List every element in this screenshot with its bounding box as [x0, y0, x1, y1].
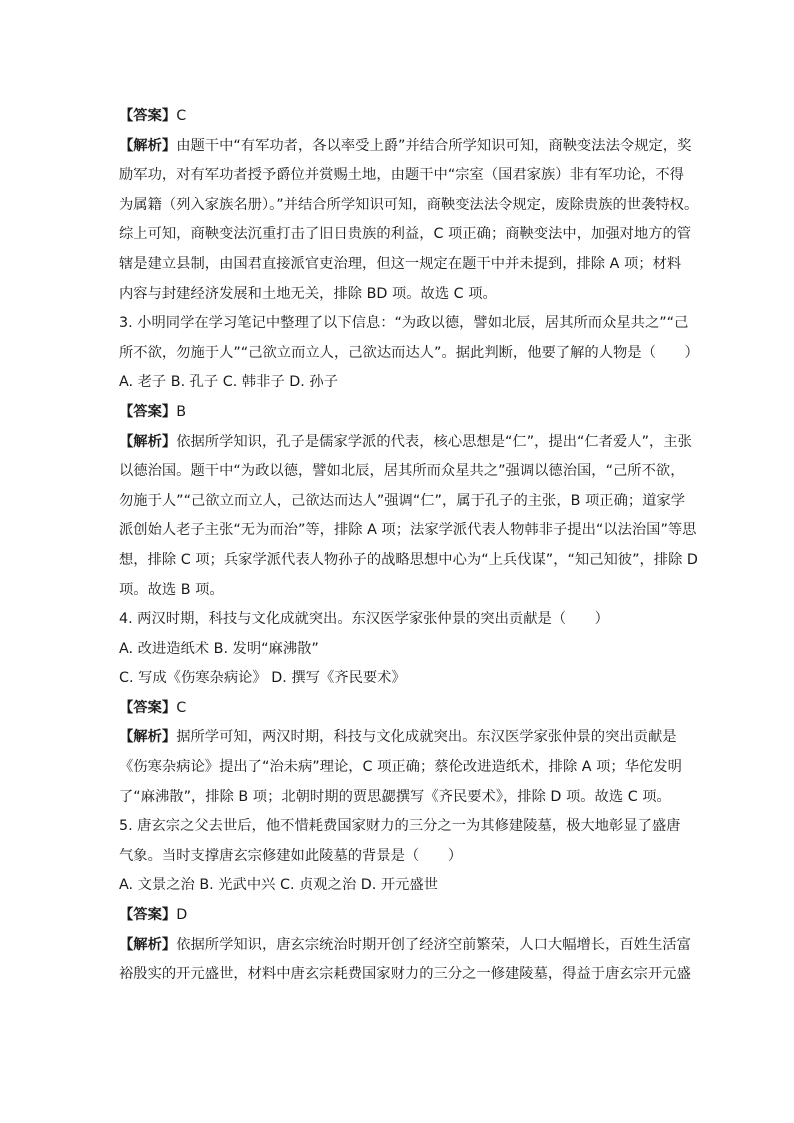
text-line [119, 309, 689, 339]
section-tag: 【解析】 [119, 936, 177, 953]
text-line [119, 191, 699, 221]
text-line [119, 398, 684, 428]
line-text: 《伤寒杂病论》提出了“治未病”理论，C 项正确；蔡伦改进造纸术，排除 A 项；华佗发明 [119, 759, 682, 776]
line-text: 励军功，对有军功者授予爵位并赏赐土地，由题干中“宗室（国君家族）非有军功论，不得 [119, 167, 684, 184]
line-text: 为属籍（列入家族名册）。”并结合所学知识可知，商鞅变法法令规定，废除贵族的世袭特权。 [119, 196, 699, 213]
text-line [119, 664, 684, 694]
line-text: 内容与封建经济发展和土地无关，排除 BD 项。故选 C 项。 [119, 285, 497, 302]
document-page [119, 102, 699, 990]
line-text: 以德治国。题干中“为政以德，譬如北辰，居其所而众星共之”强调以德治国，“己所不欲， [119, 463, 685, 480]
text-line [119, 812, 684, 842]
section-tag: 【解析】 [119, 729, 177, 746]
line-text: 想，排除 C 项；兵家学派代表人物孙子的战略思想中心为“上兵伐谋”，“知己知彼”，排除 D [119, 551, 698, 568]
text-line [119, 931, 691, 961]
text-line [119, 102, 684, 132]
line-text: 4. 两汉时期，科技与文化成就突出。东汉医学家张仲景的突出贡献是（ ） [119, 611, 609, 628]
line-text: B [176, 403, 186, 420]
text-line [119, 368, 684, 398]
text-line [119, 250, 684, 280]
section-tag: 【答案】 [119, 108, 177, 124]
text-line [119, 339, 699, 369]
line-text: 5. 唐玄宗之父去世后，他不惜耗费国家财力的三分之一为其修建陵墓，极大地彰显了盛唐 [119, 818, 681, 835]
line-text: 勿施于人”“己欲立而立人，己欲达而达人”强调“仁”，属于孔子的主张，B 项正确；道家学 [119, 492, 686, 509]
text-line [119, 605, 684, 635]
text-line [119, 457, 684, 487]
line-text: 综上可知，商鞅变法沉重打击了旧日贵族的利益，C 项正确；商鞅变法中，加强对地方的管 [119, 226, 692, 243]
line-text: 据所学可知，两汉时期，科技与文化成就突出。东汉医学家张仲景的突出贡献是 [176, 729, 677, 746]
text-line [119, 694, 684, 724]
line-text: A. 文景之治 B. 光武中兴 C. 贞观之治 D. 开元盛世 [119, 877, 439, 894]
line-text: C. 写成《伤寒杂病论》 D. 撰写《齐民要术》 [119, 670, 406, 687]
text-line [119, 842, 684, 872]
section-tag: 【答案】 [119, 699, 177, 716]
line-text: 依据所学知识，唐玄宗统治时期开创了经济空前繁荣，人口大幅增长，百姓生活富 [176, 936, 691, 953]
line-text: C [176, 108, 187, 124]
text-line [119, 546, 698, 576]
line-text: C [176, 699, 187, 716]
section-tag: 【答案】 [119, 403, 177, 420]
text-line [119, 753, 684, 783]
text-line [119, 161, 684, 191]
line-text: 气象。当时支撑唐玄宗修建如此陵墓的背景是（ ） [119, 847, 463, 864]
line-text: A. 老子 B. 孔子 C. 韩非子 D. 孙子 [119, 374, 338, 391]
text-line [119, 132, 692, 162]
line-text: 项。故选 B 项。 [119, 581, 224, 598]
line-text: A. 改进造纸术 B. 发明“麻沸散” [119, 640, 319, 657]
line-text: 所不欲，勿施于人”“己欲立而立人，己欲达而达人”。据此判断，他要了解的人物是（ ） [119, 344, 699, 361]
text-line [119, 428, 692, 458]
line-text: 了“麻沸散”，排除 B 项；北朝时期的贾思勰撰写《齐民要术》，排除 D 项。故选 C 项。 [119, 788, 671, 805]
line-text: 依据所学知识，孔子是儒家学派的代表，核心思想是“仁”，提出“仁者爱人”，主张 [176, 433, 692, 450]
text-line [119, 871, 684, 901]
section-tag: 【解析】 [119, 433, 177, 450]
text-line [119, 487, 684, 517]
line-text: 3. 小明同学在学习笔记中整理了以下信息：“为政以德，譬如北辰，居其所而众星共之”“己 [119, 315, 689, 332]
text-line [119, 635, 684, 665]
text-line [119, 576, 684, 606]
text-line [119, 220, 692, 250]
line-text: 派创始人老子主张“无为而治”等，排除 A 项；法家学派代表人物韩非子提出“以法治国”等思 [119, 522, 697, 539]
line-text: 辖是建立县制，由国君直接派官吏治理，但这一规定在题干中并未提到，排除 A 项；材料 [119, 255, 682, 272]
line-text: 由题干中“有军功者，各以率受上爵”并结合所学知识可知，商鞅变法法令规定，奖 [176, 137, 692, 154]
text-line [119, 280, 684, 310]
text-line [119, 516, 697, 546]
line-text: D [176, 907, 188, 924]
section-tag: 【解析】 [119, 137, 177, 154]
section-tag: 【答案】 [119, 907, 177, 924]
text-line [119, 901, 684, 931]
text-line [119, 960, 691, 990]
text-line [119, 783, 684, 813]
text-line [119, 723, 684, 753]
line-text: 裕殷实的开元盛世，材料中唐玄宗耗费国家财力的三分之一修建陵墓，得益于唐玄宗开元盛 [119, 966, 691, 983]
